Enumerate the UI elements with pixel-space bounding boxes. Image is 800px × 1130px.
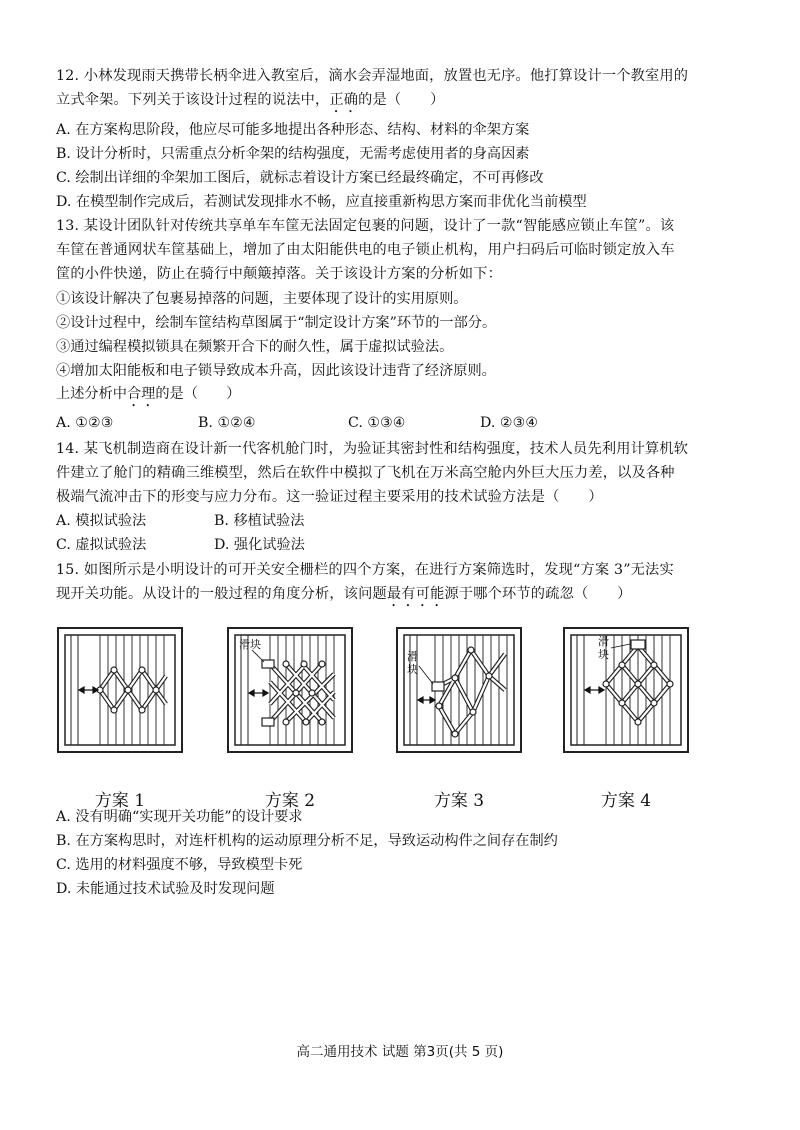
fence-scheme-3-slider-label-1: 滑 bbox=[407, 650, 418, 663]
q12-option-b: B. 设计分析时，只需重点分析伞架的结构强度，无需考虑使用者的身高因素 bbox=[56, 146, 530, 162]
q12-option-d: D. 在模型制作完成后，若测试发现排水不畅，应直接重新构思方案而非优化当前模型 bbox=[56, 194, 587, 210]
q14-option-d: D. 强化试验法 bbox=[214, 537, 305, 553]
fence-scheme-2-caption: 方案 2 bbox=[264, 791, 316, 811]
q14-stem-line2: 件建立了舱门的精确三维模型，然后在软件中模拟了飞机在万米高空舱内外巨大压力差，以及各种 bbox=[56, 465, 675, 481]
fence-scheme-3-drawing bbox=[395, 626, 523, 754]
fence-scheme-4-caption: 方案 4 bbox=[600, 791, 652, 811]
q12-option-a: A. 在方案构思阶段，他应尽可能多地提出各种形态、结构、材料的伞架方案 bbox=[56, 122, 530, 138]
q12-emphasis: 正确 bbox=[329, 92, 359, 108]
q13-ask-text: 上述分析中 bbox=[56, 386, 127, 402]
fence-scheme-2-drawing bbox=[226, 626, 354, 754]
q15-option-c: C. 选用的材料强度不够，导致模型卡死 bbox=[56, 857, 303, 873]
q13-option-a: A. ①②③ bbox=[56, 415, 114, 431]
fence-scheme-3-figure bbox=[395, 626, 523, 754]
q14-option-b: B. 移植试验法 bbox=[214, 513, 305, 529]
q15-stem-line2 bbox=[56, 584, 632, 610]
q13-statement-2: ②设计过程中，绘制车筐结构草图属于“制定设计方案”环节的一部分。 bbox=[56, 315, 497, 331]
q12-stem-line2 bbox=[56, 90, 444, 116]
fence-figures bbox=[56, 626, 756, 816]
fence-scheme-4-slider-label-2: 块 bbox=[598, 648, 609, 661]
q15-stem-text: 现开关功能。从设计的一般过程的角度分析，该问题 bbox=[56, 586, 387, 602]
fence-scheme-1-figure bbox=[56, 626, 184, 754]
fence-scheme-4-figure bbox=[562, 626, 690, 754]
fence-scheme-3-slider-label-2: 块 bbox=[407, 663, 418, 676]
q15-option-b: B. 在方案构思时，对连杆机构的运动原理分析不足，导致运动构件之间存在制约 bbox=[56, 833, 558, 849]
q13-option-d: D. ②③④ bbox=[480, 415, 539, 431]
q13-ask-tail: 的是（ ） bbox=[155, 386, 241, 402]
q12-option-c: C. 绘制出详细的伞架加工图后，就标志着设计方案已经最终确定，不可再修改 bbox=[56, 170, 544, 186]
q15-option-d: D. 未能通过技术试验及时发现问题 bbox=[56, 881, 275, 897]
q15-option-a: A. 没有明确“实现开关功能”的设计要求 bbox=[56, 809, 303, 825]
q13-stem-line2: 车筐在普通网状车筐基础上，增加了由太阳能供电的电子锁止机构，用户扫码后可临时锁定放入车 bbox=[56, 242, 675, 258]
q14-option-a: A. 模拟试验法 bbox=[56, 513, 147, 529]
fence-scheme-1-caption: 方案 1 bbox=[94, 791, 146, 811]
q14-option-c: C. 虚拟试验法 bbox=[56, 537, 147, 553]
q13-stem-line3: 筐的小件快递，防止在骑行中颠簸掉落。关于该设计方案的分析如下： bbox=[56, 266, 503, 282]
q12-stem-tail: 的是（ ） bbox=[358, 92, 445, 108]
q13-emphasis: 合理 bbox=[126, 386, 156, 402]
q13-ask bbox=[56, 384, 240, 410]
fence-scheme-1-drawing bbox=[56, 626, 184, 754]
fence-scheme-2-figure bbox=[226, 626, 354, 754]
q14-stem-line1: 14. 某飞机制造商在设计新一代客机舱门时，为验证其密封性和结构强度，技术人员先利用计算机软 bbox=[56, 441, 689, 457]
fence-scheme-4-slider-label-1: 滑 bbox=[598, 635, 609, 648]
q13-stem-line1: 13. 某设计团队针对传统共享单车车筐无法固定包裹的问题，设计了一款“智能感应锁止车筐”。该 bbox=[56, 218, 675, 234]
q13-statement-3: ③通过编程模拟锁具在频繁开合下的耐久性，属于虚拟试验法。 bbox=[56, 339, 454, 355]
q15-emphasis: 最有可能 bbox=[386, 586, 445, 602]
q15-stem-line1: 15. 如图所示是小明设计的可开关安全栅栏的四个方案，在进行方案筛选时，发现“方案 3”无法实 bbox=[56, 562, 674, 578]
q15-stem-tail: 源于哪个环节的疏忽（ ） bbox=[444, 586, 632, 602]
q12-stem-line1: 12. 小林发现雨天携带长柄伞进入教室后，滴水会弄湿地面，放置也无序。他打算设计一个教室用的 bbox=[56, 68, 689, 84]
q14-stem-line3: 极端气流冲击下的形变与应力分布。这一验证过程主要采用的技术试验方法是（ ） bbox=[56, 489, 603, 505]
fence-scheme-4-drawing bbox=[562, 626, 690, 754]
fence-scheme-3-caption: 方案 3 bbox=[433, 791, 485, 811]
page-footer: 高二通用技术 试题 第3页(共 5 页) bbox=[296, 1044, 504, 1060]
fence-scheme-2-slider-label: 滑块 bbox=[239, 638, 261, 651]
q13-statement-4: ④增加太阳能板和电子锁导致成本升高，因此该设计违背了经济原则。 bbox=[56, 363, 496, 379]
q13-option-b: B. ①②④ bbox=[198, 415, 256, 431]
q13-statement-1: ①该设计解决了包裹易掉落的问题，主要体现了设计的实用原则。 bbox=[56, 291, 468, 307]
q13-option-c: C. ①③④ bbox=[348, 415, 406, 431]
q12-stem-text: 立式伞架。下列关于该设计过程的说法中， bbox=[56, 92, 330, 108]
